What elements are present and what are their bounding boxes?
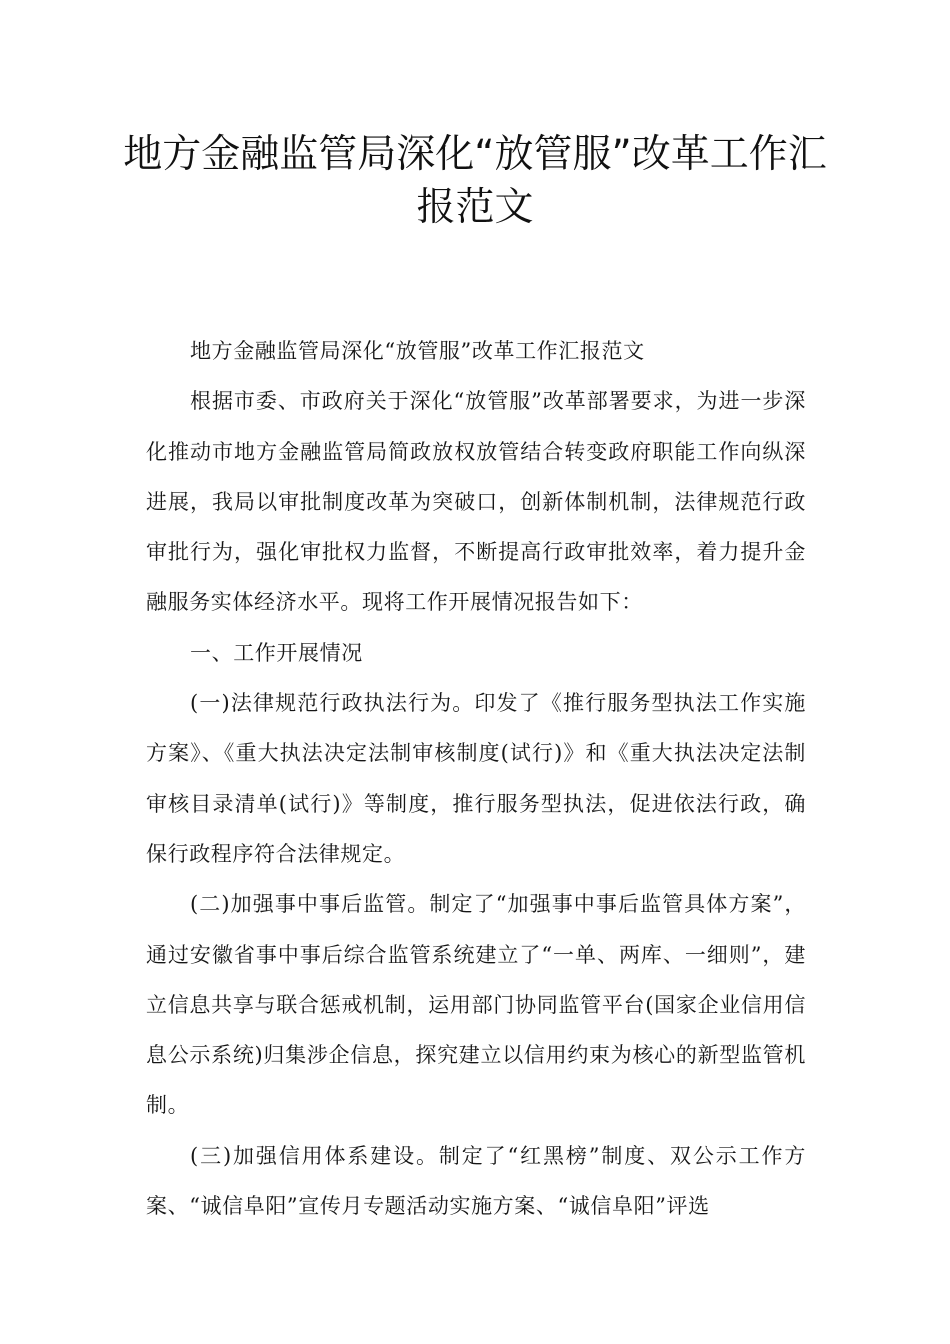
section-heading: 一、工作开展情况 [190,640,363,665]
subtitle-paragraph: 地方金融监管局深化“放管服”改革工作汇报范文 [190,339,645,363]
document-title: 地方金融监管局深化“放管服”改革工作汇报范文 [123,132,827,230]
paragraph-item-1: (一)法律规范行政执法行为。印发了《推行服务型执法工作实施方案》、《重大执法决定法制审核制度(试行)》和《重大执法决定法制审核目录清单(试行)》等制度，推行服务型执法，促进依法行政，确保行政程序符合法律规定。 [146,691,806,866]
paragraph-item-2: (二)加强事中事后监管。制定了“加强事中事后监管具体方案”，通过安徽省事中事后综合监管系统建立了“一单、两库、一细则”，建立信息共享与联合惩戒机制，运用部门协同监管平台(国家企业信用信息公示系统)归集涉企信息，探究建立以信用约束为核心的新型监管机制。 [146,892,806,1118]
document-body [146,326,806,1231]
intro-paragraph: 根据市委、市政府关于深化“放管服”改革部署要求，为进一步深化推动市地方金融监管局简政放权放管结合转变政府职能工作向纵深进展，我局以审批制度改革为突破口，创新体制机制，法律规范行政审批行为，强化审批权力监督，不断提高行政审批效率，着力提升金融服务实体经济水平。现将工作开展情况报告如下： [146,389,806,615]
paragraph-item-3: (三)加强信用体系建设。制定了“红黑榜”制度、双公示工作方案、“诚信阜阳”宣传月专题活动实施方案、“诚信阜阳”评选 [146,1143,806,1219]
